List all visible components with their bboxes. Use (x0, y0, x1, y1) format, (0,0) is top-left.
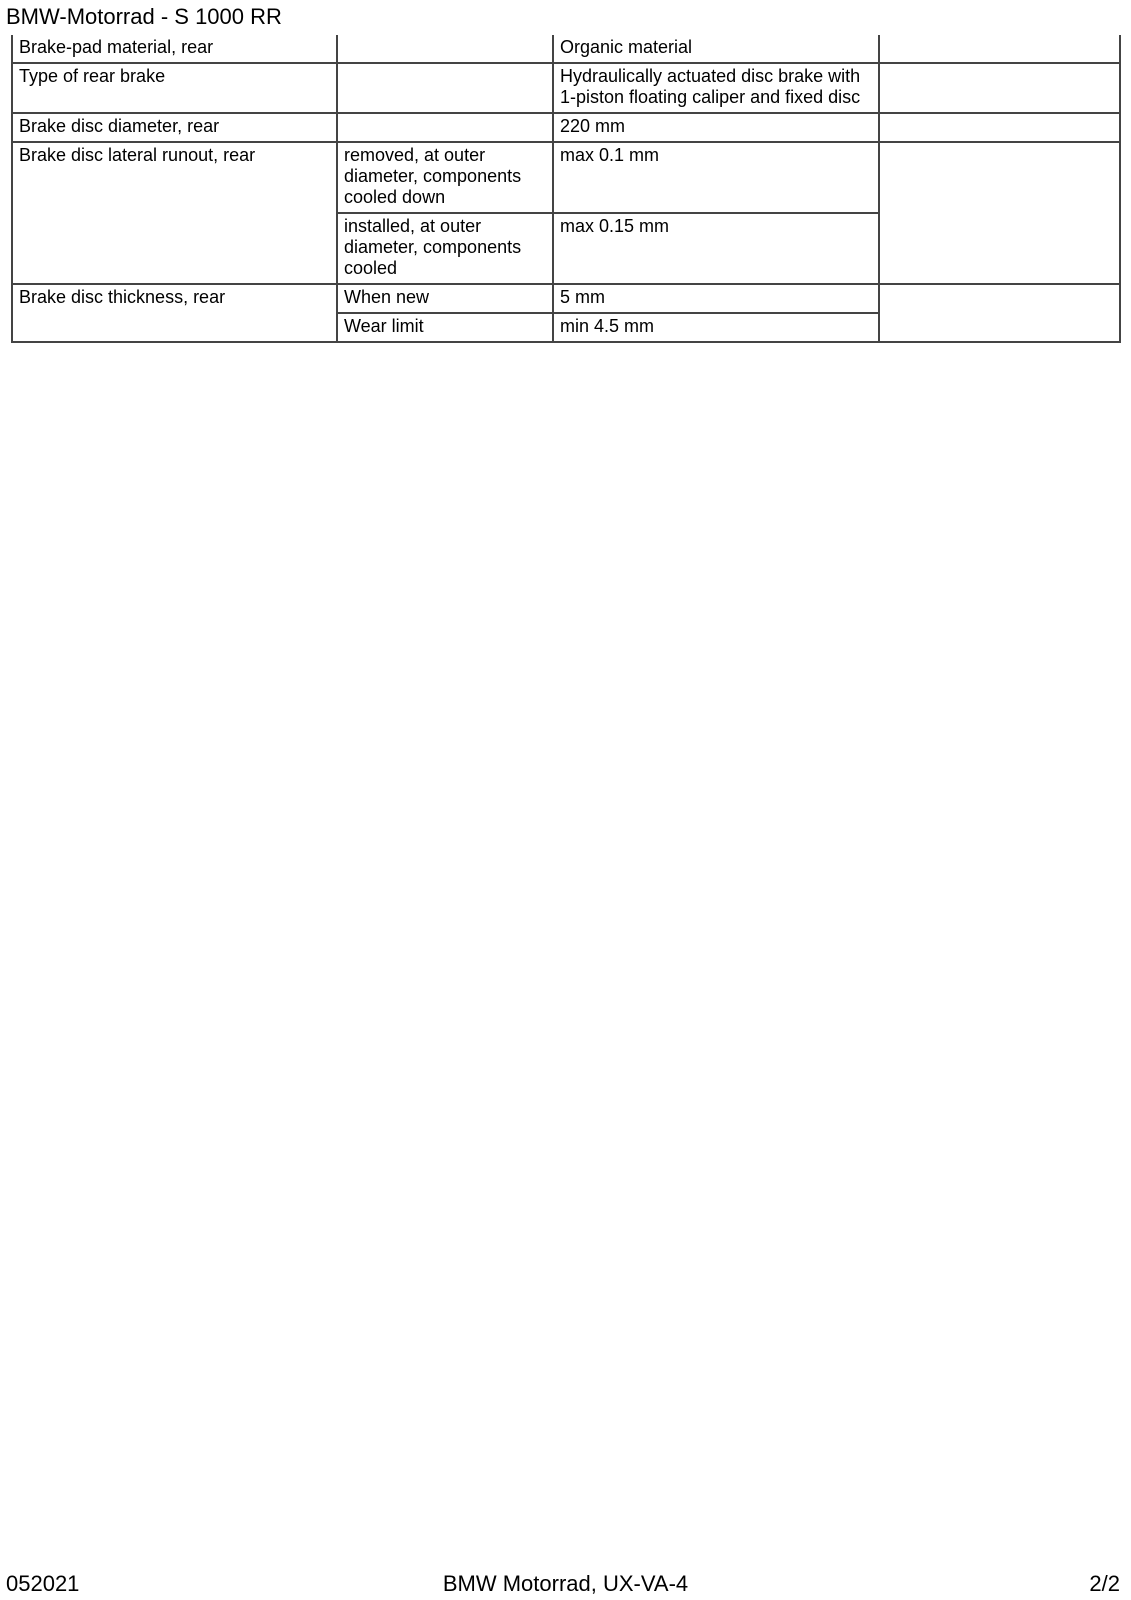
spec-note (879, 142, 1120, 284)
spec-note (879, 63, 1120, 113)
spec-condition: When new (337, 284, 553, 313)
table-row (12, 35, 1120, 63)
footer-code: 052021 (6, 1571, 80, 1596)
page-title: BMW-Motorrad - S 1000 RR (6, 4, 282, 29)
spec-condition: removed, at outer diameter, components cooled down (337, 142, 553, 213)
specification-table (11, 35, 1121, 343)
spec-label: Brake disc diameter, rear (12, 113, 337, 142)
spec-value: Hydraulically actuated disc brake with 1-piston floating caliper and fixed disc (553, 63, 879, 113)
table-row (12, 284, 1120, 313)
spec-note (879, 113, 1120, 142)
spec-condition: installed, at outer diameter, components cooled (337, 213, 553, 284)
spec-value: max 0.1 mm (553, 142, 879, 213)
spec-value: min 4.5 mm (553, 313, 879, 342)
spec-condition: Wear limit (337, 313, 553, 342)
spec-value: 220 mm (553, 113, 879, 142)
table-row (12, 113, 1120, 142)
page-number: 2/2 (1089, 1571, 1120, 1596)
spec-condition (337, 113, 553, 142)
spec-value: Organic material (553, 35, 879, 63)
table-row (12, 142, 1120, 213)
spec-condition (337, 63, 553, 113)
footer-publisher: BMW Motorrad, UX-VA-4 (442, 1571, 689, 1596)
spec-value: max 0.15 mm (553, 213, 879, 284)
spec-label: Type of rear brake (12, 63, 337, 113)
spec-note (879, 35, 1120, 63)
spec-label: Brake-pad material, rear (12, 35, 337, 63)
spec-note (879, 284, 1120, 342)
table-row (12, 63, 1120, 113)
spec-condition (337, 35, 553, 63)
spec-label: Brake disc thickness, rear (12, 284, 337, 342)
spec-value: 5 mm (553, 284, 879, 313)
spec-label: Brake disc lateral runout, rear (12, 142, 337, 284)
